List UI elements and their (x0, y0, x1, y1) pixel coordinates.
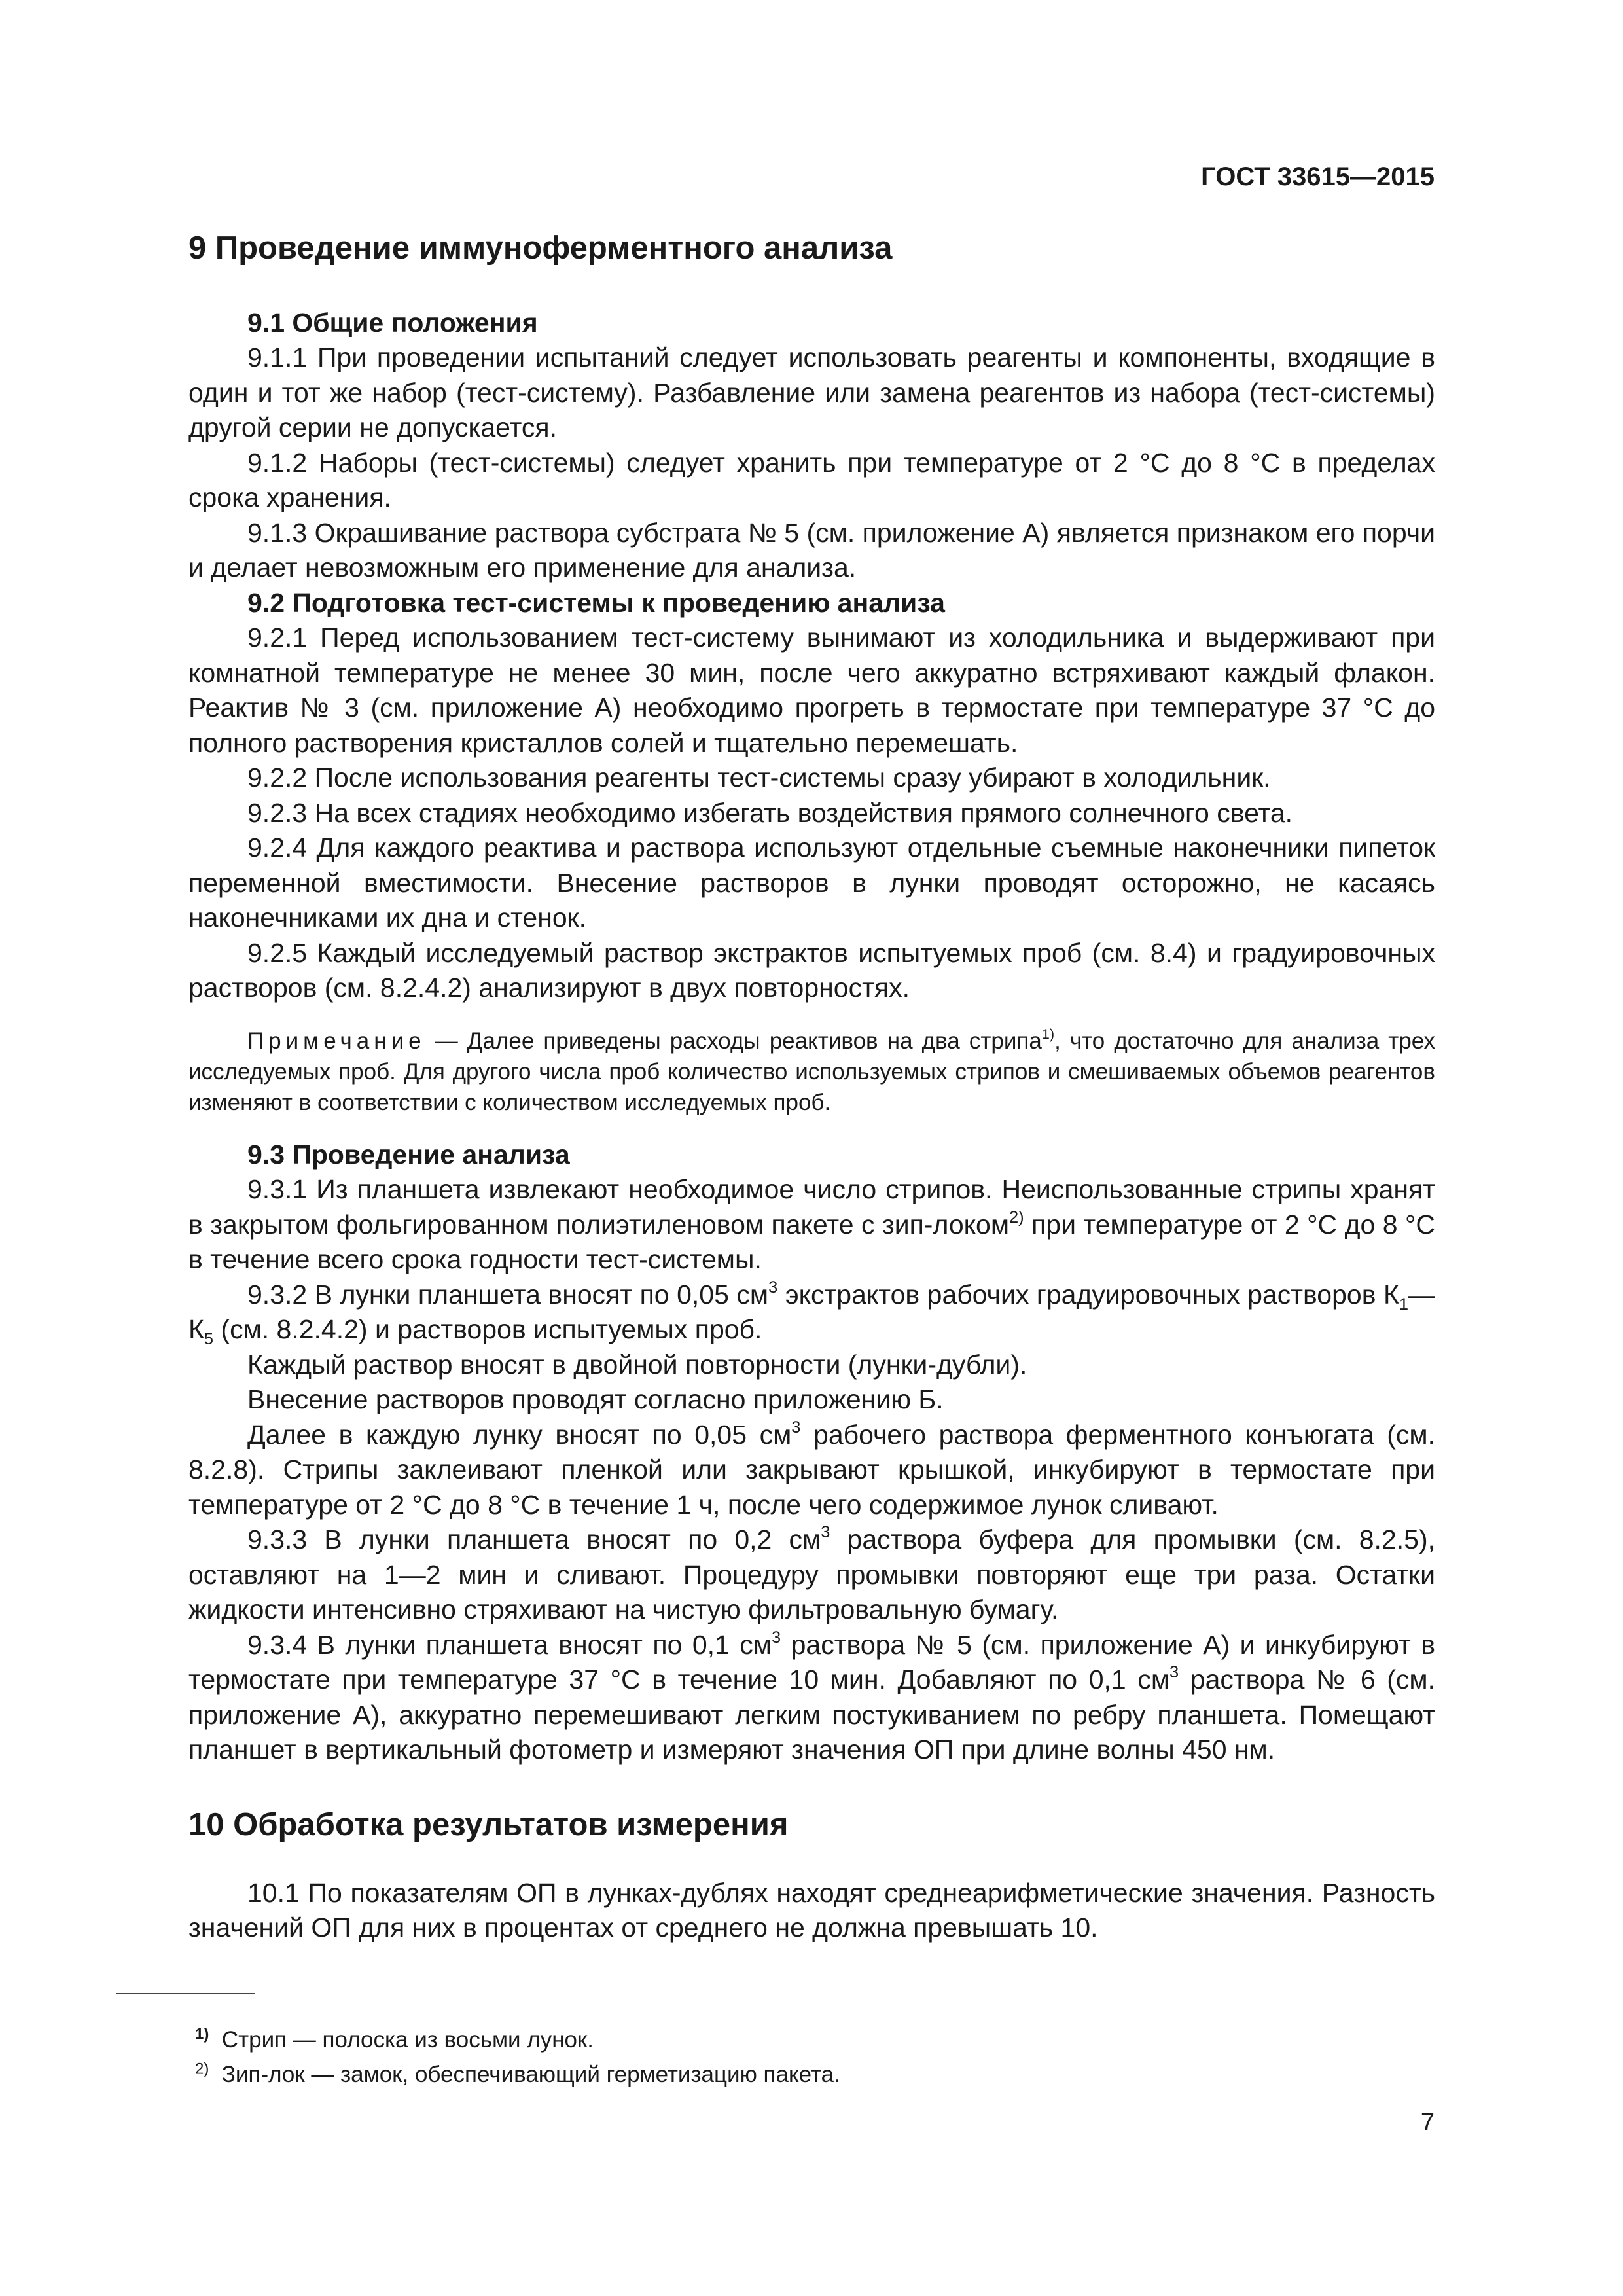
footnotes (195, 2022, 840, 2092)
paragraph-9-1-1: 9.1.1 При проведении испытаний следует использовать реагенты и компоненты, входящие в один и тот же набор (тест-систему). Разбавление или замена реагентов из набора (тест-системы) другой серии не допускается. (188, 342, 1435, 443)
paragraph-9-3-3: 9.3.3 В лунки планшета вносят по 0,2 $см^3$ раствора буфера для промывки (см. 8.2.5), оставляют на 1—2 мин и сливают. Процедуру промывки повторяют еще три раза. Остатки жидкости интенсивно стряхивают на чистую фильтровальную бумагу. (188, 1523, 1435, 1625)
subsection-9-3-heading: 9.3 Проведение анализа (247, 1139, 570, 1170)
section-9-heading: 9 Проведение иммуноферментного анализа (188, 230, 893, 266)
paragraph-9-2-2: 9.2.2 После использования реагенты тест-системы сразу убирают в холодильник. (247, 762, 1271, 793)
paragraph-9-3-1: 9.3.1 Из планшета извлекают необходимое число стрипов. Неиспользованные стрипы хранят в закрытом фольгированном полиэтиленовом пакете с зип-локом$^{2)}$ при температуре от 2 °С до 8 °С в течение всего срока годности тест-системы. (188, 1174, 1435, 1275)
note-text-a: — Далее приведены расходы реактивов на два стрипа (425, 1028, 1042, 1054)
note-footnote-ref: 1) (1041, 1025, 1055, 1042)
footnote-ref-2: 2) (1009, 1208, 1024, 1227)
main-content (188, 229, 1435, 1946)
note-block (188, 1026, 1435, 1118)
note-label: Примечание (247, 1028, 426, 1054)
footnote-2: $^{2)}$ Зип-лок — замок, обеспечивающий герметизацию пакета. (195, 2060, 840, 2087)
paragraph-appendix-b: Внесение растворов проводят согласно приложению Б. (247, 1384, 944, 1415)
paragraph-9-2-3: 9.2.3 На всех стадиях необходимо избегать воздействия прямого солнечного света. (247, 797, 1293, 828)
paragraph-9-2-1: 9.2.1 Перед использованием тест-систему вынимают из холодильника и выдерживают при комнатной температуре не менее 30 мин, после чего аккуратно встряхивают каждый флакон. Реактив № 3 (см. приложение А) необходимо прогреть в термостате при температуре 37 °С до полного растворения кристаллов солей и тщательно перемешать. (188, 622, 1435, 758)
paragraph-9-3-4: 9.3.4 В лунки планшета вносят по 0,1 $см^3$ раствора № 5 (см. приложение А) и инкубируют в термостате при температуре 37 °С в течение 10 мин. Добавляют по 0,1 $см^3$ раствора № 6 (см. приложение А), аккуратно перемешивают легким постукиванием по ребру планшета. Помещают планшет в вертикальный фотометр и измеряют значения ОП при длине волны 450 нм. (188, 1628, 1436, 1765)
paragraph-conjugate: Далее в каждую лунку вносят по 0,05 $см^3$ рабочего раствора ферментного конъюгата (см. 8.2.8). Стрипы заклеивают пленкой или закрывают крышкой, инкубируют в термостате при температуре от 2 °С до 8 °С в течение 1 ч, после чего содержимое лунок сливают. (188, 1418, 1435, 1520)
paragraph-9-1-2: 9.1.2 Наборы (тест-системы) следует хранить при температуре от 2 °С до 8 °С в пределах срока хранения. (188, 447, 1435, 513)
subsection-9-1-heading: 9.1 Общие положения (247, 307, 538, 338)
page-number: 7 (1420, 2109, 1435, 2136)
footnote-divider (116, 1993, 255, 1994)
paragraph-10-1: 10.1 По показателям ОП в лунках-дублях находят среднеарифметические значения. Разность значений ОП для них в процентах от среднего не должна превышать 10. (188, 1877, 1435, 1943)
paragraph-9-1-3: 9.1.3 Окрашивание раствора субстрата № 5 (см. приложение А) является признаком его порчи и делает невозможным его применение для анализа. (188, 517, 1435, 583)
paragraph-9-2-4: 9.2.4 Для каждого реактива и раствора используют отдельные съемные наконечники пипеток переменной вместимости. Внесение растворов в лунки проводят осторожно, не касаясь наконечниками их дна и стенок. (188, 833, 1435, 933)
section-10-heading: 10 Обработка результатов измерения (188, 1806, 789, 1842)
paragraph-9-2-5: 9.2.5 Каждый исследуемый раствор экстрактов испытуемых проб (см. 8.4) и градуировочных растворов (см. 8.2.4.2) анализируют в двух повторностях. (188, 937, 1435, 1003)
footnote-1: $^{1)}$ Стрип — полоска из восьми лунок. (195, 2025, 594, 2053)
paragraph-9-3-2: 9.3.2 В лунки планшета вносят по 0,05 $см^3$ экстрактов рабочих градуировочных растворов $К_1—К_5$ (см. 8.2.4.2) и растворов испытуемых проб. (188, 1278, 1435, 1349)
subsection-9-2-heading: 9.2 Подготовка тест-системы к проведению анализа (247, 587, 945, 618)
paragraph-duplicate-wells: Каждый раствор вносят в двойной повторности (лунки-дубли). (247, 1349, 1027, 1380)
doc-code-header: ГОСТ 33615—2015 (1201, 162, 1435, 191)
note-text-b: , что достаточно для анализа трех исследуемых проб. Для другого числа проб количество используемых стрипов и смешиваемых объемов реагентов изменяют в соответствии с количеством исследуемых проб. (188, 1028, 1435, 1115)
